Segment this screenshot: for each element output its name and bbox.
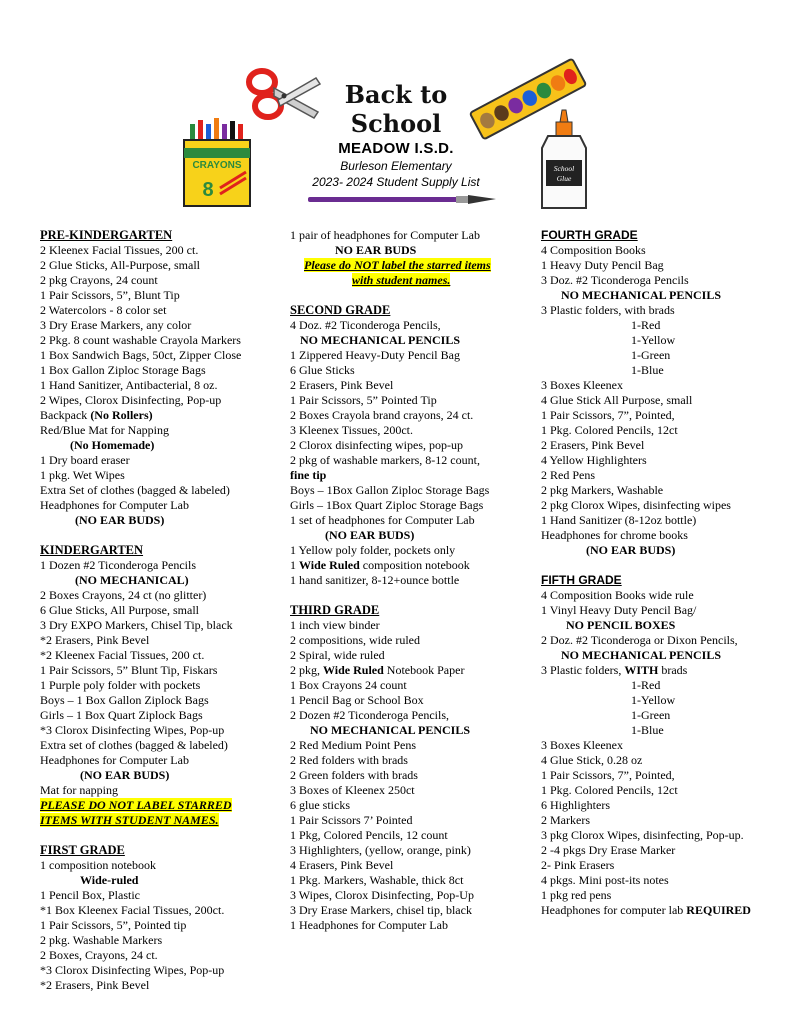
list-item: 1 pair of headphones for Computer Lab — [290, 228, 480, 242]
list-item: 2 Red Pens — [541, 468, 595, 482]
list-item: 1-Red — [631, 678, 661, 692]
note-line: Please do NOT label the starred items — [304, 258, 491, 272]
list-item: 1 Pkg. Colored Pencils, 12ct — [541, 783, 678, 797]
list-item: 4 Glue Stick All Purpose, small — [541, 393, 693, 407]
list-item: 1 composition notebook — [40, 858, 156, 872]
list-item: 1 Box Crayons 24 count — [290, 678, 407, 692]
list-item: 1 Box Gallon Ziploc Storage Bags — [40, 363, 206, 377]
list-item: 1-Yellow — [631, 693, 676, 707]
list-item: 1 Pencil Box, Plastic — [40, 888, 140, 902]
list-item: 6 Glue Sticks — [290, 363, 355, 377]
list-item: 1 Pair Scissors, 7”, Pointed, — [541, 768, 675, 782]
title-line-2: School — [350, 109, 442, 138]
section-title: FOURTH GRADE — [541, 228, 638, 242]
section-title: PRE-KINDERGARTEN — [40, 228, 173, 242]
list-item: 2 Green folders with brads — [290, 768, 418, 782]
list-item: 3 Dry EXPO Markers, Chisel Tip, black — [40, 618, 233, 632]
section-third-grade — [290, 603, 538, 933]
section-title: FIRST GRADE — [40, 843, 125, 857]
list-item: (NO EAR BUDS) — [325, 528, 415, 542]
section-gap — [40, 528, 288, 543]
list-item: (NO EAR BUDS) — [586, 543, 676, 557]
list-item: *3 Clorox Disinfecting Wipes, Pop-up — [40, 723, 225, 737]
list-item: *3 Clorox Disinfecting Wipes, Pop-up — [40, 963, 225, 977]
list-item: 2 pkg. Washable Markers — [40, 933, 163, 947]
paint-brush-icon — [300, 192, 500, 206]
list-item: 1 Headphones for Computer Lab — [290, 918, 448, 932]
list-item: 1-Green — [631, 348, 671, 362]
list-item: 1 Wide Ruled composition notebook — [290, 558, 470, 572]
section-first-grade — [40, 843, 288, 993]
list-item: 2 Red folders with brads — [290, 753, 408, 767]
list-item: *2 Kleenex Facial Tissues, 200 ct. — [40, 648, 205, 662]
list-item: 2 pkg Markers, Washable — [541, 483, 664, 497]
list-item: 2 Pkg. 8 count washable Crayola Markers — [40, 333, 241, 347]
note-line: ITEMS WITH STUDENT NAMES. — [40, 813, 219, 827]
section-title: FIFTH GRADE — [541, 573, 622, 587]
list-item: 1 Pair Scissors, 5” Pointed Tip — [290, 393, 437, 407]
list-item: 2 -4 pkgs Dry Erase Marker — [541, 843, 676, 857]
list-item: 3 Doz. #2 Ticonderoga Pencils — [541, 273, 689, 287]
list-item: Red/Blue Mat for Napping — [40, 423, 169, 437]
list-item: Boys – 1Box Gallon Ziploc Storage Bags — [290, 483, 490, 497]
list-item: 1-Red — [631, 318, 661, 332]
section-gap — [40, 828, 288, 843]
section-kindergarten — [40, 543, 288, 828]
list-item: NO PENCIL BOXES — [566, 618, 676, 632]
list-item: 2 Markers — [541, 813, 590, 827]
list-item: 3 Dry Erase Markers, any color — [40, 318, 192, 332]
list-item: 2 Boxes Crayola brand crayons, 24 ct. — [290, 408, 474, 422]
list-item: 1 hand sanitizer, 8-12+ounce bottle — [290, 573, 460, 587]
section-second-grade — [290, 303, 538, 588]
list-item: 3 Wipes, Clorox Disinfecting, Pop-Up — [290, 888, 474, 902]
column-3 — [541, 228, 789, 918]
list-item: 1 Pair Scissors, 7”, Pointed, — [541, 408, 675, 422]
list-item: *2 Erasers, Pink Bevel — [40, 978, 150, 992]
section-gap — [290, 288, 538, 303]
list-item: Backpack (No Rollers) — [40, 408, 153, 422]
list-item: NO MECHANICAL PENCILS — [310, 723, 471, 737]
list-item: Girls – 1Box Quart Ziploc Storage Bags — [290, 498, 484, 512]
list-item: Headphones for Computer Lab — [40, 498, 189, 512]
note-line: with student names. — [352, 273, 451, 287]
list-item: 2 Doz. #2 Ticonderoga or Dixon Pencils, — [541, 633, 738, 647]
list-item: 2 Spiral, wide ruled — [290, 648, 385, 662]
list-item: 1 Purple poly folder with pockets — [40, 678, 201, 692]
section-title: THIRD GRADE — [290, 603, 380, 617]
list-item: 2 Dozen #2 Ticonderoga Pencils, — [290, 708, 449, 722]
list-item: 1 Dozen #2 Ticonderoga Pencils — [40, 558, 196, 572]
list-item: 6 Glue Sticks, All Purpose, small — [40, 603, 199, 617]
list-item: 1 Hand Sanitizer, Antibacterial, 8 oz. — [40, 378, 218, 392]
list-item: 1 set of headphones for Computer Lab — [290, 513, 475, 527]
list-item: Headphones for chrome books — [541, 528, 688, 542]
list-item: 1-Blue — [631, 723, 664, 737]
note-line: PLEASE DO NOT LABEL STARRED — [40, 798, 232, 812]
section-gap — [290, 588, 538, 603]
list-item: NO MECHANICAL PENCILS — [561, 648, 722, 662]
list-item: 1 Dry board eraser — [40, 453, 130, 467]
svg-text:School: School — [553, 164, 575, 173]
list-item: 3 Highlighters, (yellow, orange, pink) — [290, 843, 471, 857]
list-item: 1 Pair Scissors 7’ Pointed — [290, 813, 413, 827]
list-item: (No Homemade) — [70, 438, 155, 452]
list-item: 4 Erasers, Pink Bevel — [290, 858, 394, 872]
title-line-1: Back to — [344, 80, 448, 109]
list-item: 2 Red Medium Point Pens — [290, 738, 417, 752]
list-item: 4 Glue Stick, 0.28 oz — [541, 753, 643, 767]
list-item: 2 Wipes, Clorox Disinfecting, Pop-up — [40, 393, 222, 407]
list-item: Headphones for Computer Lab — [40, 753, 189, 767]
list-item: NO MECHANICAL PENCILS — [561, 288, 722, 302]
list-item: Wide-ruled — [80, 873, 139, 887]
list-item: 3 Plastic folders, with brads — [541, 303, 675, 317]
list-item: 1 Pencil Bag or School Box — [290, 693, 424, 707]
list-item: (NO EAR BUDS) — [75, 513, 165, 527]
column-1 — [40, 228, 288, 993]
list-item: *2 Erasers, Pink Bevel — [40, 633, 150, 647]
list-item: 1 Pkg, Colored Pencils, 12 count — [290, 828, 448, 842]
list-item: 1 pkg. Wet Wipes — [40, 468, 125, 482]
starred-items-note — [290, 258, 538, 288]
list-item: 3 Kleenex Tissues, 200ct. — [290, 423, 413, 437]
list-item: 1 Yellow poly folder, pockets only — [290, 543, 456, 557]
list-item: 3 Dry Erase Markers, chisel tip, black — [290, 903, 472, 917]
starred-items-note — [40, 798, 288, 828]
list-item: 2 compositions, wide ruled — [290, 633, 420, 647]
list-item: 1 Pkg. Markers, Washable, thick 8ct — [290, 873, 464, 887]
list-item: fine tip — [290, 468, 327, 482]
section-title: SECOND GRADE — [290, 303, 391, 317]
list-item: 4 pkgs. Mini post-its notes — [541, 873, 669, 887]
list-item: 3 Boxes of Kleenex 250ct — [290, 783, 415, 797]
list-item: 2 Boxes Crayons, 24 ct (no glitter) — [40, 588, 207, 602]
list-item: 1 Pair Scissors, 5” Blunt Tip, Fiskars — [40, 663, 218, 677]
page-title — [336, 80, 456, 138]
list-item: 1 Box Sandwich Bags, 50ct, Zipper Close — [40, 348, 242, 362]
list-item: 3 Plastic folders, WITH brads — [541, 663, 688, 677]
list-item: *1 Box Kleenex Facial Tissues, 200ct. — [40, 903, 225, 917]
list-item: 4 Yellow Highlighters — [541, 453, 647, 467]
list-item: 2 Glue Sticks, All-Purpose, small — [40, 258, 200, 272]
page-header — [0, 0, 791, 215]
list-item: 2- Pink Erasers — [541, 858, 615, 872]
list-item: 3 pkg Clorox Wipes, disinfecting, Pop-up. — [541, 828, 744, 842]
section-title: KINDERGARTEN — [40, 543, 144, 557]
list-item: Extra Set of clothes (bagged & labeled) — [40, 483, 230, 497]
section-pre-kindergarten — [40, 228, 288, 528]
list-item: (NO MECHANICAL) — [75, 573, 189, 587]
section-continued — [290, 228, 538, 288]
list-item: 4 Composition Books — [541, 243, 646, 257]
list-item: 2 Erasers, Pink Bevel — [541, 438, 645, 452]
list-item: 2 Kleenex Facial Tissues, 200 ct. — [40, 243, 199, 257]
list-item: (NO EAR BUDS) — [80, 768, 170, 782]
list-item: 6 glue sticks — [290, 798, 350, 812]
list-item: 2 pkg Clorox Wipes, disinfecting wipes — [541, 498, 731, 512]
svg-text:Glue: Glue — [556, 174, 572, 183]
section-gap — [541, 558, 789, 573]
crayon-box-label: CRAYONS — [192, 160, 242, 171]
list-item: 1 pkg red pens — [541, 888, 612, 902]
list-item: 1 Pkg. Colored Pencils, 12ct — [541, 423, 678, 437]
school-name: Burleson Elementary — [340, 159, 452, 173]
list-item: 4 Composition Books wide rule — [541, 588, 694, 602]
list-item: 2 Boxes, Crayons, 24 ct. — [40, 948, 158, 962]
list-item: 1-Green — [631, 708, 671, 722]
list-item: Headphones for computer lab REQUIRED — [541, 903, 751, 917]
list-item: Extra set of clothes (bagged & labeled) — [40, 738, 228, 752]
list-item: 2 Watercolors - 8 color set — [40, 303, 167, 317]
glue-bottle-icon — [534, 108, 594, 212]
scissors-icon — [244, 60, 324, 128]
list-item: 2 Clorox disinfecting wipes, pop-up — [290, 438, 463, 452]
list-item: 3 Boxes Kleenex — [541, 378, 623, 392]
crayon-box-number: 8 — [202, 179, 214, 201]
list-item: 1 Zippered Heavy-Duty Pencil Bag — [290, 348, 460, 362]
section-fourth-grade — [541, 228, 789, 558]
list-item: 1 Vinyl Heavy Duty Pencil Bag/ — [541, 603, 697, 617]
list-item: 2 pkg, Wide Ruled Notebook Paper — [290, 663, 465, 677]
list-item: Boys – 1 Box Gallon Ziplock Bags — [40, 693, 209, 707]
list-item: NO EAR BUDS — [335, 243, 417, 257]
column-2 — [290, 228, 538, 933]
district-name: MEADOW I.S.D. — [338, 140, 454, 157]
list-item: 3 Boxes Kleenex — [541, 738, 623, 752]
list-name: 2023- 2024 Student Supply List — [312, 175, 480, 189]
list-item: 2 Erasers, Pink Bevel — [290, 378, 394, 392]
section-fifth-grade — [541, 573, 789, 918]
list-item: 4 Doz. #2 Ticonderoga Pencils, — [290, 318, 441, 332]
list-item: Girls – 1 Box Quart Ziplock Bags — [40, 708, 203, 722]
list-item: 1 Heavy Duty Pencil Bag — [541, 258, 664, 272]
list-item: 1 Hand Sanitizer (8-12oz bottle) — [541, 513, 697, 527]
crayon-box-icon — [180, 118, 256, 208]
list-item: 2 pkg of washable markers, 8-12 count, — [290, 453, 480, 467]
list-item: 1-Blue — [631, 363, 664, 377]
list-item: 1 Pair Scissors, 5”, Pointed tip — [40, 918, 187, 932]
list-item: 1-Yellow — [631, 333, 676, 347]
list-item: 1 inch view binder — [290, 618, 380, 632]
list-item: 6 Highlighters — [541, 798, 610, 812]
list-item: Mat for napping — [40, 783, 118, 797]
list-item: 2 pkg Crayons, 24 count — [40, 273, 158, 287]
list-item: NO MECHANICAL PENCILS — [300, 333, 461, 347]
list-item: 1 Pair Scissors, 5”, Blunt Tip — [40, 288, 180, 302]
